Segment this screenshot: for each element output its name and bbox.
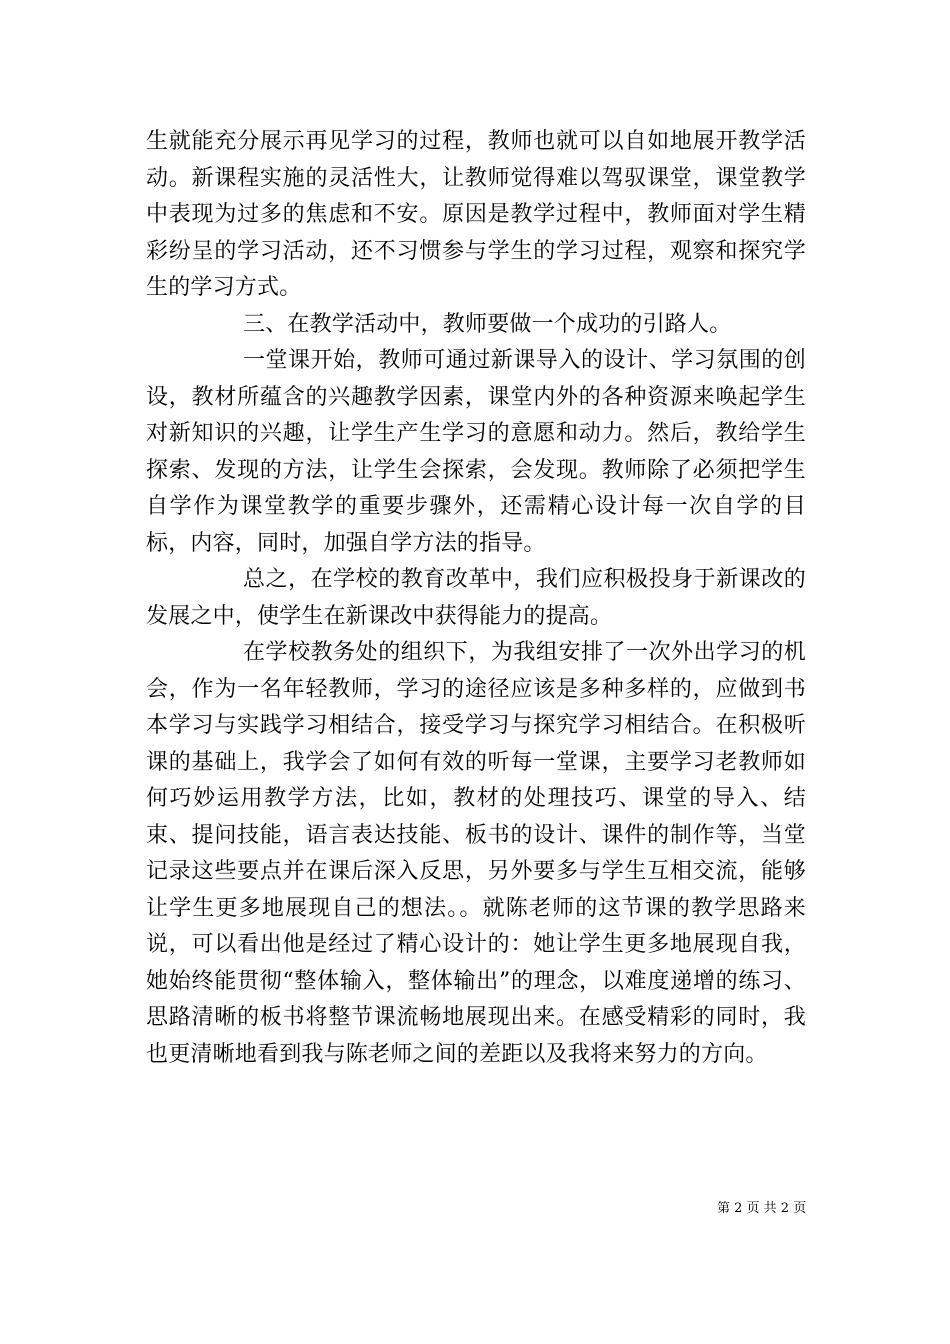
paragraph-2-heading: 三、在教学活动中，教师要做一个成功的引路人。 — [243, 311, 732, 337]
paragraph-3: 一堂课开始，教师可通过新课导入的设计、学习氛围的创设，教材所蕴含的兴趣教学因素，课堂内外的各种资源来唤起学生对新知识的兴趣，让学生产生学习的意愿和动力。然后，教给学生探索、发现的方法，让学生会探索，会发现。教师除了必须把学生自学作为课堂教学的重要步骤外，还需精心设计每一次自学的目标，内容，同时，加强自学方法的指导。 — [146, 348, 806, 556]
page-number-footer: 第 2 页 共 2 页 — [717, 1201, 807, 1216]
document-body — [146, 124, 806, 1073]
paragraph-4: 总之，在学校的教育改革中，我们应积极投身于新课改的发展之中，使学生在新课改中获得能力的提高。 — [146, 567, 806, 629]
paragraph-1: 生就能充分展示再见学习的过程，教师也就可以自如地展开教学活动。新课程实施的灵活性大，让教师觉得难以驾驭课堂，课堂教学中表现为过多的焦虑和不安。原因是教学过程中，教师面对学生精彩纷呈的学习活动，还不习惯参与学生的学习过程，观察和探究学生的学习方式。 — [146, 129, 806, 300]
paragraph-5: 在学校教务处的组织下，为我组安排了一次外出学习的机会，作为一名年轻教师，学习的途径应该是多种多样的，应做到书本学习与实践学习相结合，接受学习与探究学习相结合。在积极听课的基础上，我学会了如何有效的听每一堂课，主要学习老教师如何巧妙运用教学方法，比如，教材的处理技巧、课堂的导入、结束、提问技能，语言表达技能、板书的设计、课件的制作等，当堂记录这些要点并在课后深入反思，另外要多与学生互相交流，能够让学生更多地展现自己的想法。。就陈老师的这节课的教学思路来说，可以看出他是经过了精心设计的：她让学生更多地展现自我，她始终能贯彻“整体输入，整体输出”的理念，以难度递增的练习、思路清晰的板书将整节课流畅地展现出来。在感受精彩的同时，我也更清晰地看到我与陈老师之间的差距以及我将来努力的方向。 — [146, 640, 806, 1067]
